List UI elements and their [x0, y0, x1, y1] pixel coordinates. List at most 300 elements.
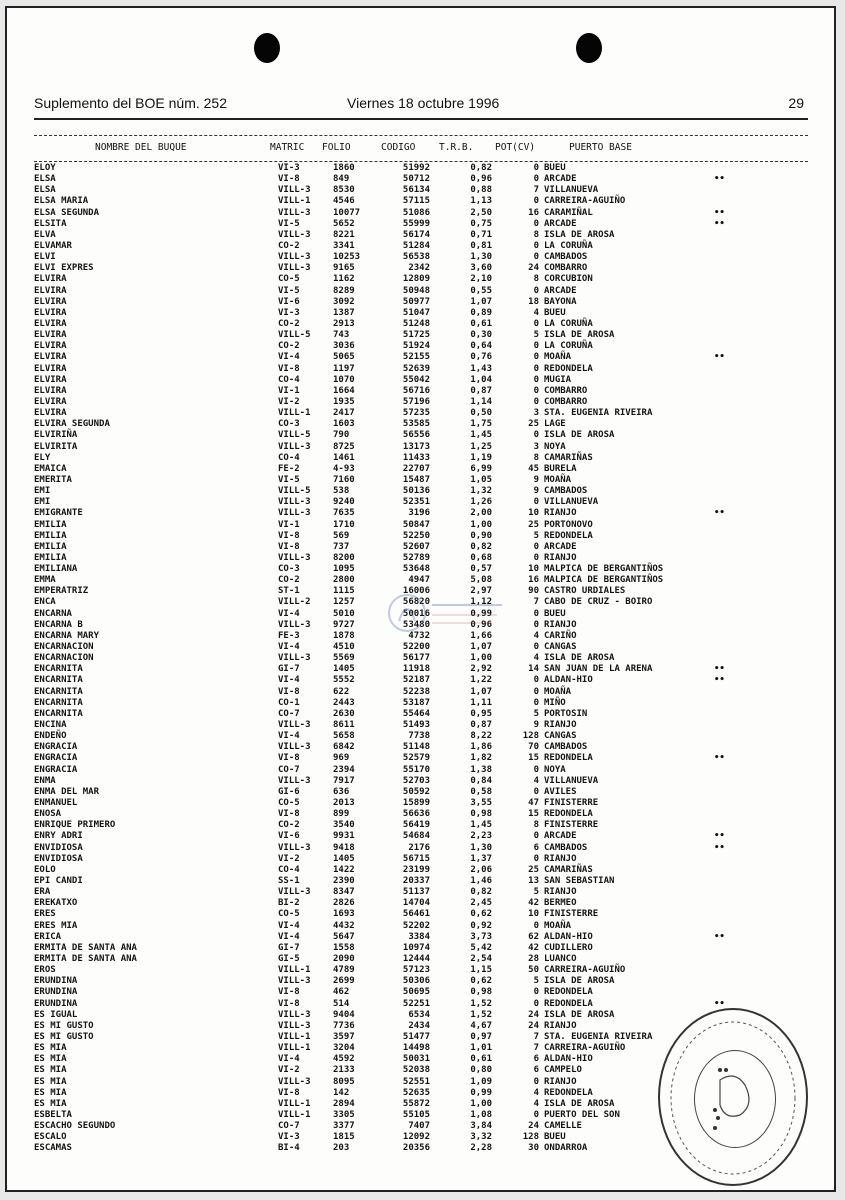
potencia: 3 [533, 408, 539, 419]
matricula: VILL-5 [278, 486, 311, 497]
folio: 969 [333, 753, 350, 764]
folio: 5647 [333, 931, 355, 942]
mark: •• [714, 508, 725, 519]
table-header-rule [34, 161, 808, 162]
codigo: 52250 [402, 530, 430, 541]
vessel-name: ELSITA [34, 218, 67, 229]
folio: 2894 [333, 1098, 355, 1109]
vessel-name: ENVIDIOSA [34, 842, 83, 853]
trb: 0,88 [470, 185, 492, 196]
vessel-name: ENVIDIOSA [34, 853, 83, 864]
matricula: CO-4 [278, 374, 300, 385]
potencia: 15 [528, 753, 539, 764]
vessel-name: ELVIRA [34, 374, 67, 385]
matricula: VI-3 [278, 1132, 300, 1143]
folio: 1710 [333, 519, 355, 530]
codigo: 52607 [402, 541, 430, 552]
potencia: 0 [533, 920, 539, 931]
vessel-name: EPI CANDI [34, 876, 83, 886]
codigo: 12809 [402, 274, 430, 285]
potencia: 128 [522, 1132, 539, 1143]
folio: 743 [333, 330, 350, 341]
vessel-name: ERMITA DE SANTA ANA [34, 942, 137, 953]
matricula: CO-2 [278, 318, 300, 329]
trb: 2,28 [470, 1143, 492, 1154]
table-row [34, 987, 814, 998]
codigo: 6534 [408, 1009, 430, 1020]
potencia: 4 [533, 630, 539, 641]
puerto-base: BERMEO [544, 898, 577, 909]
trb: 2,97 [470, 586, 492, 597]
puerto-base: COMBARRO [544, 396, 588, 407]
codigo: 52251 [402, 998, 430, 1009]
codigo: 50948 [402, 285, 430, 296]
folio: 7736 [333, 1020, 355, 1031]
matricula: VI-5 [278, 474, 300, 485]
trb: 1,00 [470, 653, 492, 664]
potencia: 0 [533, 998, 539, 1009]
codigo: 56174 [402, 229, 430, 240]
codigo: 11918 [402, 664, 430, 675]
table-row [34, 731, 814, 742]
codigo: 50136 [402, 486, 430, 497]
codigo: 56177 [402, 653, 430, 664]
codigo: 56556 [402, 430, 430, 441]
table-row [34, 297, 814, 308]
potencia: 6 [533, 1054, 539, 1065]
puerto-base: BURELA [544, 463, 577, 474]
vessel-name: ENCARNITA [34, 664, 83, 675]
folio: 7160 [333, 474, 355, 485]
folio: 1162 [333, 274, 355, 285]
trb: 0,71 [470, 229, 492, 240]
codigo: 2342 [408, 263, 430, 274]
table-row [34, 508, 814, 519]
col-header-codigo: CODIGO [381, 142, 416, 153]
folio: 1558 [333, 942, 355, 953]
codigo: 56820 [402, 597, 430, 608]
table-row [34, 876, 814, 887]
vessel-name: ELVIRA [34, 274, 67, 285]
potencia: 5 [533, 330, 539, 341]
trb: 0,96 [470, 174, 492, 185]
puerto-base: ISLA DE AROSA [544, 1009, 615, 1020]
trb: 8,22 [470, 731, 492, 742]
folio: 622 [333, 686, 350, 697]
table-row [34, 386, 814, 397]
mark: •• [714, 831, 725, 842]
vessel-name: ES MIA [34, 1065, 67, 1076]
folio: 1257 [333, 597, 355, 608]
trb: 2,10 [470, 274, 492, 285]
matricula: CO-5 [278, 909, 300, 920]
vessel-name: ENCARNA MARY [34, 630, 100, 641]
matricula: VI-4 [278, 731, 300, 742]
codigo: 53585 [402, 419, 430, 430]
matricula: GI-7 [278, 942, 300, 953]
vessel-name: ESCALO [34, 1132, 67, 1143]
trb: 1,14 [470, 396, 492, 407]
matricula: VI-5 [278, 285, 300, 296]
codigo: 52635 [402, 1087, 430, 1098]
puerto-base: COMBARRO [544, 263, 588, 274]
vessel-name: ELOY [34, 163, 56, 173]
trb: 1,82 [470, 753, 492, 764]
puerto-base: MALPICA DE BERGANTIÑOS [544, 575, 664, 586]
trb: 0,62 [470, 909, 492, 920]
potencia: 0 [533, 341, 539, 352]
folio: 2090 [333, 953, 355, 964]
potencia: 10 [528, 909, 539, 920]
folio: 9404 [333, 1009, 355, 1020]
vessel-name: EMPERATRIZ [34, 586, 89, 597]
folio: 2913 [333, 318, 355, 329]
folio: 1095 [333, 564, 355, 575]
matricula: CO-4 [278, 452, 300, 463]
puerto-base: SAN JUAN DE LA ARENA [544, 664, 653, 675]
codigo: 50977 [402, 296, 430, 307]
table-row [34, 843, 814, 854]
folio: 8611 [333, 720, 355, 731]
table-row [34, 809, 814, 820]
table-row [34, 709, 814, 720]
potencia: 5 [533, 530, 539, 541]
potencia: 42 [528, 942, 539, 953]
vessel-name: ELVIRA SEGUNDA [34, 419, 110, 430]
potencia: 8 [533, 820, 539, 831]
trb: 0,98 [470, 987, 492, 998]
potencia: 9 [533, 720, 539, 731]
vessel-name: ES MIA [34, 1076, 67, 1087]
matricula: CO-7 [278, 708, 300, 719]
folio: 1197 [333, 363, 355, 374]
matricula: VILL-5 [278, 330, 311, 341]
matricula: VI-8 [278, 541, 300, 552]
trb: 1,01 [470, 1043, 492, 1054]
matricula: GI-7 [278, 664, 300, 675]
trb: 0,99 [470, 608, 492, 619]
table-row [34, 909, 814, 920]
watermark-logo [377, 583, 507, 643]
vessel-name: ELVI [34, 252, 56, 263]
table-row [34, 364, 814, 375]
table-row [34, 999, 814, 1010]
puerto-base: FINISTERRE [544, 820, 599, 831]
table-row [34, 375, 814, 386]
folio: 462 [333, 987, 350, 998]
potencia: 15 [528, 809, 539, 820]
vessel-name: EREKATXO [34, 898, 78, 909]
matricula: VILL-3 [278, 720, 311, 731]
table-row [34, 419, 814, 430]
potencia: 18 [528, 296, 539, 307]
punch-hole-left [254, 33, 280, 63]
puerto-base: ISLA DE AROSA [544, 430, 615, 441]
potencia: 14 [528, 664, 539, 675]
codigo: 52202 [402, 920, 430, 931]
puerto-base: CANGAS [544, 731, 577, 742]
matricula: VI-8 [278, 998, 300, 1009]
trb: 1,09 [470, 1076, 492, 1087]
potencia: 4 [533, 1098, 539, 1109]
folio: 3377 [333, 1121, 355, 1132]
table-row [34, 898, 814, 909]
vessel-name: EMILIANA [34, 564, 78, 575]
folio: 2630 [333, 708, 355, 719]
codigo: 52238 [402, 686, 430, 697]
vessel-name: ERMITA DE SANTA ANA [34, 953, 137, 964]
potencia: 0 [533, 252, 539, 263]
puerto-base: RIANJO [544, 619, 577, 630]
puerto-base: FINISTERRE [544, 798, 599, 809]
trb: 1,12 [470, 597, 492, 608]
trb: 0,84 [470, 775, 492, 786]
puerto-base: CABO DE CRUZ - BOIRO [544, 597, 653, 608]
puerto-base: REDONDELA [544, 987, 593, 998]
codigo: 51047 [402, 307, 430, 318]
table-row [34, 219, 814, 230]
folio: 3341 [333, 240, 355, 251]
puerto-base: MOAÑA [544, 352, 572, 363]
trb: 1,38 [470, 764, 492, 775]
table-row [34, 330, 814, 341]
codigo: 23199 [402, 864, 430, 875]
codigo: 20356 [402, 1143, 430, 1154]
codigo: 53187 [402, 697, 430, 708]
table-row [34, 976, 814, 987]
table-row [34, 687, 814, 698]
table-row [34, 698, 814, 709]
codigo: 52579 [402, 753, 430, 764]
folio: 737 [333, 541, 350, 552]
codigo: 51086 [402, 207, 430, 218]
trb: 0,82 [470, 887, 492, 898]
vessel-name: ENGRACIA [34, 753, 78, 764]
trb: 1,07 [470, 642, 492, 653]
mark: •• [714, 352, 725, 363]
codigo: 50016 [402, 608, 430, 619]
folio: 2133 [333, 1065, 355, 1076]
trb: 2,50 [470, 207, 492, 218]
potencia: 0 [533, 218, 539, 229]
puerto-base: BUEU [544, 608, 566, 619]
puerto-base: CORCUBION [544, 274, 593, 285]
folio: 8200 [333, 552, 355, 563]
trb: 0,61 [470, 1054, 492, 1065]
table-row [34, 664, 814, 675]
potencia: 0 [533, 497, 539, 508]
puerto-base: COMBARRO [544, 385, 588, 396]
table-row [34, 286, 814, 297]
vessel-name: ES IGUAL [34, 1009, 78, 1020]
trb: 0,61 [470, 318, 492, 329]
codigo: 57235 [402, 408, 430, 419]
trb: 0,75 [470, 218, 492, 229]
table-row [34, 542, 814, 553]
codigo: 54684 [402, 831, 430, 842]
potencia: 9 [533, 486, 539, 497]
vessel-name: ENMA DEL MAR [34, 786, 100, 797]
folio: 2013 [333, 798, 355, 809]
puerto-base: ISLA DE AROSA [544, 653, 615, 664]
trb: 1,19 [470, 452, 492, 463]
vessel-name: ESBELTA [34, 1109, 72, 1120]
table-row [34, 341, 814, 352]
potencia: 24 [528, 1009, 539, 1020]
trb: 0,98 [470, 809, 492, 820]
folio: 10077 [333, 207, 361, 218]
codigo: 4947 [408, 575, 430, 586]
folio: 2417 [333, 408, 355, 419]
potencia: 4 [533, 1087, 539, 1098]
table-row [34, 319, 814, 330]
vessel-name: ES MIA [34, 1087, 67, 1098]
potencia: 8 [533, 229, 539, 240]
puerto-base: CARIÑO [544, 630, 577, 641]
potencia: 0 [533, 786, 539, 797]
vessel-name: EMI [34, 486, 51, 497]
trb: 1,00 [470, 519, 492, 530]
document-page [5, 6, 836, 1192]
vessel-name: ENCARNA [34, 608, 72, 619]
puerto-base: RIANJO [544, 1020, 577, 1031]
trb: 1,30 [470, 252, 492, 263]
puerto-base: ISLA DE AROSA [544, 330, 615, 341]
folio: 1461 [333, 452, 355, 463]
vessel-name: EMILIA [34, 519, 67, 530]
matricula: VI-8 [278, 987, 300, 998]
mark: •• [714, 931, 725, 942]
matricula: VILL-3 [278, 742, 311, 753]
table-row [34, 185, 814, 196]
puerto-base: MOAÑA [544, 920, 572, 931]
codigo: 2176 [408, 842, 430, 853]
codigo: 51148 [402, 742, 430, 753]
folio: 9931 [333, 831, 355, 842]
puerto-base: REDONDELA [544, 998, 593, 1009]
potencia: 0 [533, 174, 539, 185]
mark: •• [714, 842, 725, 853]
puerto-base: STA. EUGENIA RIVEIRA [544, 408, 653, 419]
trb: 0,50 [470, 408, 492, 419]
folio: 569 [333, 530, 350, 541]
folio: 1815 [333, 1132, 355, 1143]
potencia: 24 [528, 263, 539, 274]
potencia: 16 [528, 207, 539, 218]
table-row [34, 965, 814, 976]
vessel-name: EMILIA [34, 552, 67, 563]
potencia: 7 [533, 1031, 539, 1042]
vessel-name: ERUNDINA [34, 998, 78, 1009]
matricula: VILL-3 [278, 775, 311, 786]
puerto-base: REDONDELA [544, 530, 593, 541]
potencia: 7 [533, 185, 539, 196]
matricula: VILL-1 [278, 408, 311, 419]
puerto-base: CUDILLERO [544, 942, 593, 953]
puerto-base: RIANJO [544, 508, 577, 519]
trb: 1,30 [470, 842, 492, 853]
trb: 1,15 [470, 965, 492, 976]
puerto-base: BAYONA [544, 296, 577, 307]
matricula: VILL-1 [278, 1031, 311, 1042]
trb: 0,95 [470, 708, 492, 719]
vessel-name: ENDEÑO [34, 731, 67, 742]
puerto-base: ARCADE [544, 174, 577, 185]
table-row [34, 397, 814, 408]
page-number: 29 [788, 95, 804, 111]
codigo: 53480 [402, 619, 430, 630]
trb: 1,11 [470, 697, 492, 708]
vessel-name: ENCARNITA [34, 686, 83, 697]
trb: 1,45 [470, 430, 492, 441]
trb: 1,05 [470, 474, 492, 485]
matricula: VILL-3 [278, 229, 311, 240]
matricula: VI-1 [278, 385, 300, 396]
matricula: VILL-3 [278, 619, 311, 630]
folio: 1422 [333, 864, 355, 875]
puerto-base: RIANJO [544, 853, 577, 864]
matricula: SS-1 [278, 876, 300, 886]
vessel-name: EMMA [34, 575, 56, 586]
table-row [34, 854, 814, 865]
trb: 1,66 [470, 630, 492, 641]
col-header-puerto: PUERTO BASE [569, 142, 632, 153]
codigo: 15487 [402, 474, 430, 485]
vessel-name: ELVIRA [34, 352, 67, 363]
matricula: VILL-3 [278, 976, 311, 987]
matricula: VI-8 [278, 809, 300, 820]
trb: 2,54 [470, 953, 492, 964]
vessel-name: ENCINA [34, 720, 67, 731]
potencia: 0 [533, 352, 539, 363]
table-row [34, 943, 814, 954]
table-row [34, 887, 814, 898]
matricula: CO-4 [278, 864, 300, 875]
puerto-base: RIANJO [544, 552, 577, 563]
vessel-name: ERES [34, 909, 56, 920]
folio: 4510 [333, 642, 355, 653]
table-row [34, 553, 814, 564]
folio: 9240 [333, 497, 355, 508]
matricula: VI-8 [278, 1087, 300, 1098]
potencia: 3 [533, 441, 539, 452]
vessel-name: EMERITA [34, 474, 72, 485]
matricula: BI-4 [278, 1143, 300, 1154]
puerto-base: CANGAS [544, 642, 577, 653]
codigo: 52038 [402, 1065, 430, 1076]
matricula: VILL-1 [278, 965, 311, 976]
folio: 3036 [333, 341, 355, 352]
mark: •• [714, 664, 725, 675]
puerto-base: CAMBADOS [544, 486, 588, 497]
vessel-name: ENMANUEL [34, 798, 78, 809]
trb: 1,86 [470, 742, 492, 753]
folio: 1664 [333, 385, 355, 396]
vessel-name: EMILIA [34, 530, 67, 541]
vessel-name: ELVA [34, 229, 56, 240]
table-row [34, 408, 814, 419]
codigo: 56538 [402, 252, 430, 263]
vessel-name: ENRIQUE PRIMERO [34, 820, 116, 831]
matricula: VILL-3 [278, 207, 311, 218]
codigo: 12444 [402, 953, 430, 964]
folio: 636 [333, 786, 350, 797]
matricula: VILL-3 [278, 185, 311, 196]
matricula: CO-3 [278, 564, 300, 575]
codigo: 13173 [402, 441, 430, 452]
vessel-name: ENCA [34, 597, 56, 608]
matricula: VILL-3 [278, 1076, 311, 1087]
